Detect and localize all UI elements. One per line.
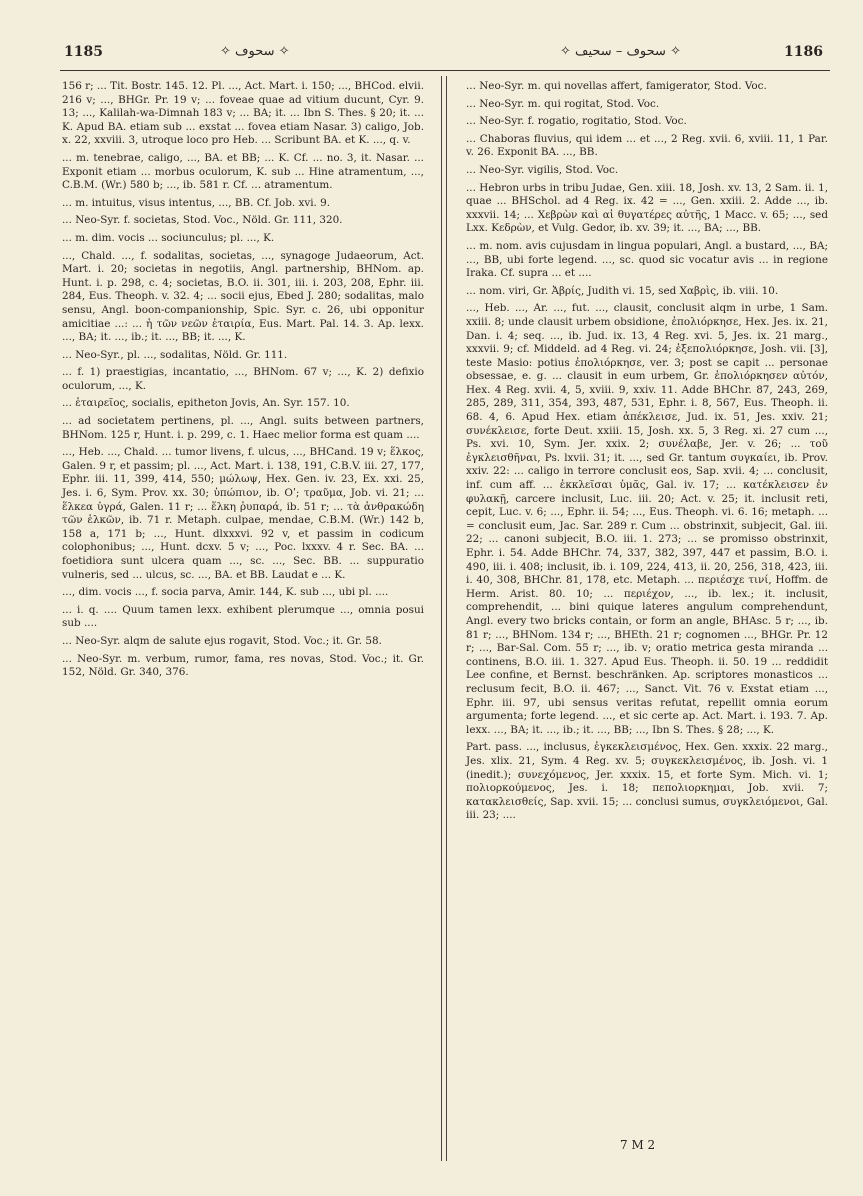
dictionary-entry: [466, 98, 828, 112]
dictionary-entry: [62, 349, 424, 363]
entry-text: ... i. q. .... Quum tamen lexx. exhibent plerumque ..., omnia posui sub ....: [62, 603, 424, 630]
dictionary-entry: [62, 397, 424, 411]
dictionary-entry: [62, 653, 424, 680]
entry-text: ... Neo-Syr., pl. ..., sodalitas, Nöld. Gr. 111.: [62, 348, 288, 361]
right-column: [466, 80, 828, 827]
entry-text: ... ad societatem pertinens, pl. ..., Angl. suits between partners, BHNom. 125 r, Hunt. i. p. 299, c. 1. Haec melior forma est quam ....: [62, 415, 424, 441]
dictionary-entry: [62, 214, 424, 228]
entry-text: ... Neo-Syr. vigilis, Stod. Voc.: [466, 163, 619, 176]
entry-text: ... Chaboras fluvius, qui idem ... et ..., 2 Reg. xvii. 6, xviii. 11, 1 Par. v. 26. Exponit BA. ..., BB.: [466, 132, 828, 159]
dictionary-entry: [466, 115, 828, 129]
entry-text: ... Neo-Syr. f. rogatio, rogitatio, Stod. Voc.: [466, 115, 687, 128]
entry-text: ... Neo-Syr. f. societas, Stod. Voc., Nöld. Gr. 111, 320.: [62, 214, 343, 227]
page-number-right: 1186: [784, 44, 823, 60]
entry-text: ..., Heb. ..., Chald. ... tumor livens, f. ulcus, ..., BHCand. 19 v; ἕλκος, Galen. 9 r, et passim; pl. ..., Act. Mart. i. 138, 191, C.B.V. iii. 27, 177, Ephr. iii. 11, 399, 414, 550; μώλωψ, Hex. Gen. iv. 23, Ex. xxi. 25, Jes. i. 6, Sym. Prov. xx. 30; ὑπώπιον, ib. Oʹ; τραῦμα, Job. vi. 21; ... ἕλκεα ὑγρά, Galen. 11 r; ... ἕλκη ῥυπαρά, ib. 51 r; ... τὰ ἀνθρακώδη τῶν ἑλκῶν, ib. 71 r. Metaph. culpae, mendae, C.B.M. (Wr.) 142 b, 158 a, 171 b; ..., Hunt. dlxxxvi. 92 v, et passim in codicum colophonibus; ..., Hunt. dcxv. 5 v; ..., Poc. lxxxv. 4 r. Sec. BA. ... foetidiora sunt ulcera quam ..., sc. ..., Sec. BB. ... suppuratio vulneris, sed ... ulcus, sc. ..., BA. et BB. Laudat e ... K.: [62, 446, 424, 581]
entry-text: ..., Chald. ..., f. sodalitas, societas, ..., synagoge Judaeorum, Act. Mart. i. 20; societas in negotiis, Angl. partnership, BHNom. ap. Hunt. i. p. 298, c. 4; societas, B.O. ii. 301, iii. i. 203, 208, Ephr. iii. 284, Eus. Theoph. v. 32. 4; ... socii ejus, Ebed J. 280; sodalitas, malo sensu, Angl. boon-companionship, Spic. Syr. c. 26, ubi opponitur amicitiae ...: ... ἡ τῶν νεῶν ἑταιρία, Eus. Mart. Pal. 14. 3. Ap. lexx. ..., BA; it. ..., ib.; it. ..., BB; it. ..., K.: [62, 249, 424, 344]
entry-text: ... Hebron urbs in tribu Judae, Gen. xiii. 18, Josh. xv. 13, 2 Sam. ii. 1, quae ... BHSchol. ad 4 Reg. ix. 42 = ..., Gen. xxiii. 2. Adde ..., ib. xxxvii. 14; ... Χεβρὼν καὶ αἱ θυγατέρες αὐτῆς, 1 Macc. v. 65; ..., sed Lxx. Κεδρὼν, et Vulg. Gedor, ib. xv. 39; it. ..., BA; ..., BB.: [466, 181, 828, 235]
entry-text: ... nom. viri, Gr. Ἀβρίς, Judith vi. 15, sed Χαβρὶς, ib. viii. 10.: [466, 284, 779, 297]
dictionary-entry: [62, 250, 424, 345]
entry-text: ... m. nom. avis cujusdam in lingua populari, Angl. a bustard, ..., BA; ..., BB, ubi forte legend. ..., sc. quod sic vocatur avis ... in regione Iraka. Cf. supra ... et ....: [466, 239, 828, 280]
entry-text: ... Neo-Syr. alqm de salute ejus rogavit, Stod. Voc.; it. Gr. 58.: [62, 634, 382, 647]
header-rule: [60, 70, 830, 71]
entry-text: ... m. tenebrae, caligo, ..., BA. et BB; ... K. Cf. ... no. 3, it. Nasar. ... Exponit etiam ... morbus oculorum, K. sub ... Hine atramentum, ..., C.B.M. (Wr.) 580 b; ..., ib. 581 r. Cf. ... atramentum.: [62, 151, 424, 192]
entry-text: Part. pass. ..., inclusus, ἐγκεκλεισμένος, Hex. Gen. xxxix. 22 marg., Jes. xlix. 21, Sym. 4 Reg. xv. 5; συγκεκλεισμένος, ib. Josh. vi. 1 (inedit.); συνεχόμενος, Jer. xxxix. 15, et forte Sym. Mich. vi. 1; πολιορκούμενος, Jes. i. 18; πεπολιορκημαι, Job. xvii. 7; κατακλεισθείς, Sap. xvii. 15; ... conclusi sumus, συγκλειόμενοι, Gal. iii. 23; ....: [466, 741, 828, 822]
page-number-left: 1185: [64, 44, 103, 60]
dictionary-entry: [466, 240, 828, 281]
dictionary-entry: [466, 182, 828, 236]
entry-text: ... Neo-Syr. m. qui novellas affert, famigerator, Stod. Voc.: [466, 80, 767, 92]
entry-text: ... Neo-Syr. m. qui rogitat, Stod. Voc.: [466, 97, 660, 110]
dictionary-entry: [466, 133, 828, 160]
dictionary-entry: [62, 152, 424, 193]
dictionary-entry: [62, 446, 424, 582]
entry-text: 156 r; ... Tit. Bostr. 145. 12. Pl. ..., Act. Mart. i. 150; ..., BHCod. elvii. 216 v; ..., BHGr. Pr. 19 v; ... foveae quae ad vitium ducunt, Cyr. 9. 13; ..., Kalilah-wa-Dimnah 183 v; ... BA; it. ... Ibn S. Thes. § 20; it. ... K. Apud BA. etiam sub ... exstat ... fovea etiam Nasar. 3) caligo, Job. x. 22, xxviii. 3, utroque loco pro Heb. ... Scribunt BA. et K. ..., q. v.: [62, 80, 424, 147]
dictionary-entry: [62, 232, 424, 246]
signature-mark: 7 M 2: [620, 1138, 656, 1152]
dictionary-entry: [62, 604, 424, 631]
dictionary-entry: [62, 197, 424, 211]
entry-text: ..., Heb. ..., Ar. ..., fut. ..., clausit, conclusit alqm in urbe, 1 Sam. xxiii. 8; unde clausit urbem obsidione, ἐπολιόρκησε, Hex. Jes. ix. 21, Dan. i. 4; seq. ..., ib. Jud. ix. 13, 4 Reg. xvi. 5, Jes. ix. 21 marg., xxxvii. 9; cf. Middeld. ad 4 Reg. vi. 24; ἐξεπολιόρκησε, Josh. vii. [3], teste Masio: potius ἐπολιόρκησε, ver. 3; post se capit ... personae obsessae, e. g. ... clausit in eum urbem, Gr. ἐπολιόρκησεν αὐτόν, Hex. 4 Reg. xvii. 4, 5, xviii. 9, xxiv. 11. Adde BHChr. 87, 243, 269, 285, 289, 311, 354, 393, 487, 531, Ephr. i. 8, 567, Eus. Theoph. ii. 68. 4, 6. Apud Hex. etiam ἀπέκλεισε, Jud. ix. 51, Jes. xxiv. 21; συνέκλεισε, forte Deut. xxiii. 15, Josh. xx. 5, 3 Reg. xi. 27 cum ..., Ps. xvi. 10, Sym. Jer. xxix. 2; συνέλαβε, Jer. v. 26; ... τοῦ ἐγκλεισθῆναι, Ps. lxvii. 31; it. ..., sed Gr. tantum συγκαίει, ib. Prov. xxiv. 22: ... caligo in terrore conclusit eos, Sap. xvii. 4; ... conclusit, inf. cum aff. ... ἐκκλεῖσαι ὑμᾶς, Gal. iv. 17; ... κατέκλεισεν ἐν φυλακῇ, carcere inclusit, Luc. iii. 20; Act. v. 25; it. inclusit reti, cepit, Luc. v. 6; ..., Ephr. ii. 54; ..., Eus. Theoph. vi. 6. 16; metaph. ... = conclusit eum, Jac. Sar. 289 r. Cum ... obstrinxit, subjecit, Gal. iii. 22; ... canoni subjecit, B.O. iii. 1. 273; ... se promisso obstrinxit, Ephr. i. 54. Adde BHChr. 74, 337, 382, 397, 447 et passim, B.O. i. 490, iii. i. 408; inclusit, ib. i. 109, 224, 413, ii. 20, 256, 318, 423, iii. i. 40, 308, BHChr. 81, 178, etc. Metaph. ... περιέσχε τινί, Hoffm. de Herm. Arist. 80. 10; ... περιέχον, ..., ib. lex.; it. inclusit, comprehendit, ... bini quique lateres angulum comprehendunt, Angl. every two bricks contain, or form an angle, BHAsc. 5 r; ..., ib. 81 r; ..., BHNom. 134 r; ..., BHEth. 21 r; cognomen ..., BHGr. Pr. 12 r; ..., Bar-Sal. Com. 55 r; ..., ib. v; oratio metrica gesta miranda ... continens, B.O. iii. 1. 327. Apud Eus. Theoph. ii. 50. 19 ... reddidit Lee confine, et Bernst. beschränken. Ap. scriptores monasticos ... reclusum fecit, B.O. ii. 467; ..., Sanct. Vit. 76 v. Exstat etiam ..., Ephr. iii. 97, ubi sensus veritas refutat, repellit omnia eorum argumenta; forte legend. ..., et sic certe ap. Act. Mart. i. 193. 7. Ap. lexx. ..., BA; it. ..., ib.; it. ..., BB; ..., Ibn S. Thes. § 28; ..., K.: [466, 302, 828, 736]
entry-text: ... f. 1) praestigias, incantatio, ..., BHNom. 67 v; ..., K. 2) defixio oculorum, ..., K.: [62, 366, 424, 392]
dictionary-entry: [62, 635, 424, 649]
dictionary-entry: [466, 741, 828, 823]
dictionary-entry: [466, 285, 828, 299]
dictionary-entry: [466, 80, 828, 94]
running-title-right: ✧ سحوڡ – سحيڡ ✧: [560, 44, 681, 59]
running-title-left: ✧ سحوڡ ✧: [220, 44, 290, 59]
entry-text: ..., dim. vocis ..., f. socia parva, Amir. 144, K. sub ..., ubi pl. ....: [62, 586, 389, 599]
left-column: [62, 80, 424, 684]
entry-text: ... m. intuitus, visus intentus, ..., BB. Cf. Job. xvi. 9.: [62, 196, 331, 209]
dictionary-entry: [62, 586, 424, 600]
entry-text: ... m. dim. vocis ... sociunculus; pl. ..., K.: [62, 231, 275, 244]
dictionary-entry: [62, 80, 424, 148]
entry-text: ... ἑταιρεῖος, socialis, epitheton Jovis, An. Syr. 157. 10.: [62, 397, 350, 410]
dictionary-entry: [466, 164, 828, 178]
dictionary-entry: [466, 302, 828, 737]
dictionary-entry: [62, 415, 424, 442]
entry-text: ... Neo-Syr. m. verbum, rumor, fama, res novas, Stod. Voc.; it. Gr. 152, Nöld. Gr. 340, 376.: [62, 652, 424, 679]
column-separator: [441, 76, 447, 1161]
dictionary-entry: [62, 366, 424, 393]
